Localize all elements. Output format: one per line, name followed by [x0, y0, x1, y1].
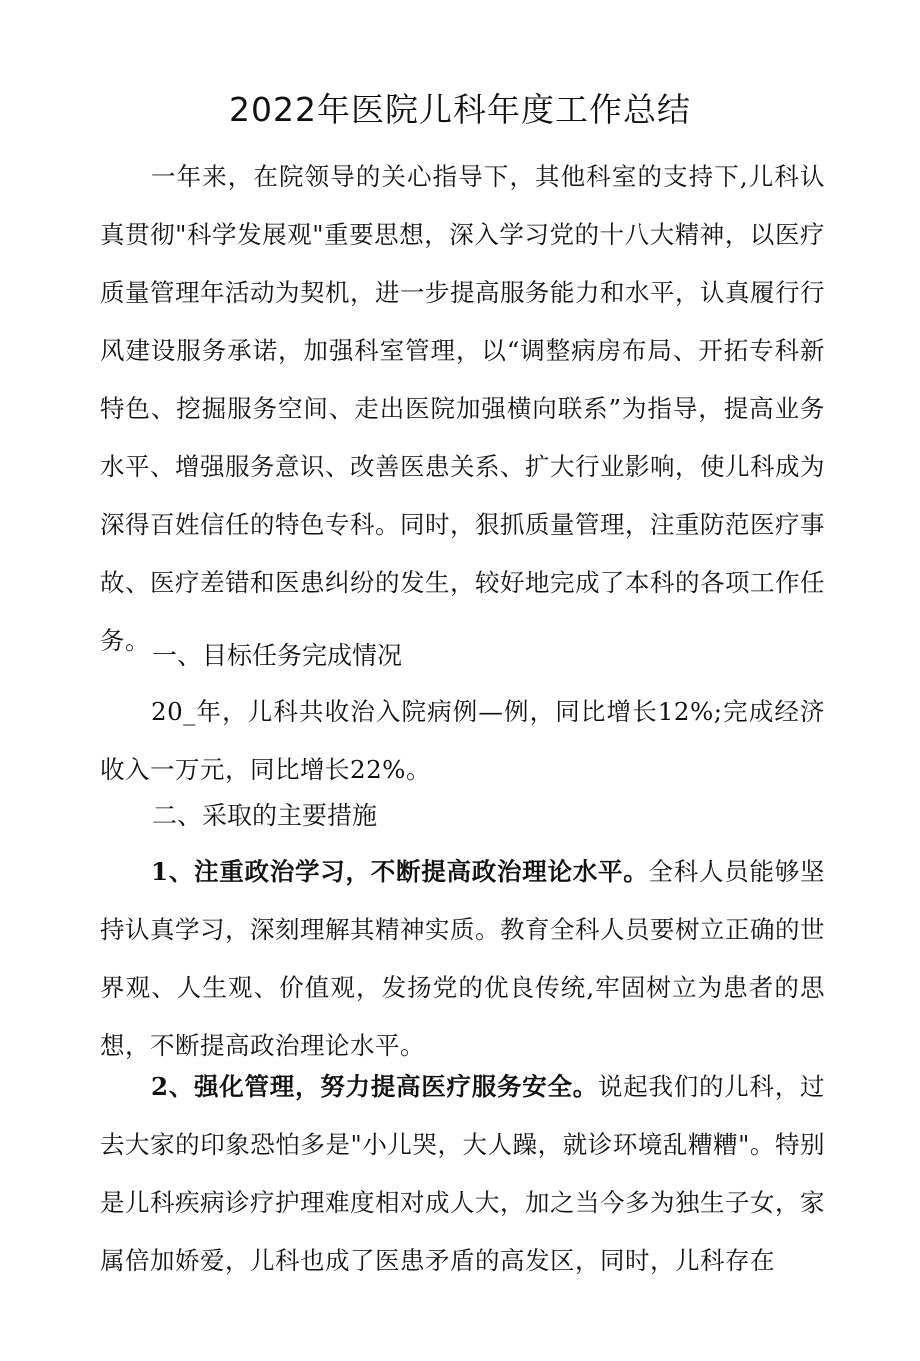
intro-paragraph: 一年来，在院领导的关心指导下，其他科室的支持下,儿科认真贯彻"科学发展观"重要思想，深入学习党的十八大精神，以医疗质量管理年活动为契机，进一步提高服务能力和水平，认真履行行风建设服务承诺，加强科室管理，以“调整病房布局、开拓专科新特色、挖掘服务空间、走出医院加强横向联系”为指导，提高业务水平、增强服务意识、改善医患关系、扩大行业影响，使儿科成为深得百姓信任的特色专科。同时，狠抓质量管理，注重防范医疗事故、医疗差错和医患纠纷的发生，较好地完成了本科的各项工作任务。 — [100, 162, 825, 655]
section-heading-1: 一、目标任务完成情况 — [152, 641, 403, 670]
measure-1-text: 全科人员能够坚持认真学习，深刻理解其精神实质。教育全科人员要树立正确的世界观、人生观、价值观，发扬党的优良传统,牢固树立为患者的思想，不断提高政治理论水平。 — [100, 857, 826, 1060]
measure-2-text: 说起我们的儿科，过去大家的印象恐怕多是"小儿哭，大人躁，就诊环境乱糟糟"。特别是儿科疾病诊疗护理难度相对成人大，加之当今多为独生子女，家属倍加娇爱，儿科也成了医患矛盾的高发区，同时，儿科存在 — [100, 1072, 826, 1275]
section-1-paragraph: 20_年，儿科共收治入院病例—例，同比增长12%;完成经济收入一万元，同比增长22%。 — [100, 697, 825, 784]
section-heading-2: 二、采取的主要措施 — [152, 801, 378, 830]
measure-2-paragraph — [100, 1058, 825, 1290]
measure-2-lead: 2、强化管理，努力提高医疗服务安全。 — [151, 1072, 599, 1101]
measure-1-paragraph — [100, 843, 825, 1075]
document-title: 2022年医院儿科年度工作总结 — [229, 90, 691, 129]
measure-1-lead: 1、注重政治学习，不断提高政治理论水平。 — [151, 857, 649, 886]
